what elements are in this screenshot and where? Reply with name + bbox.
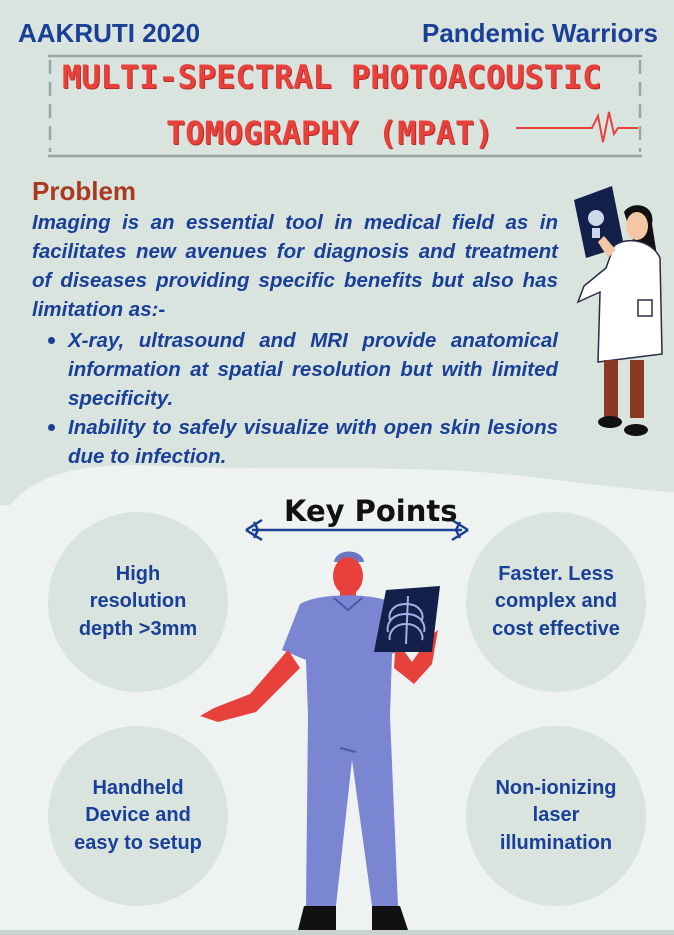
title-line-2: TOMOGRAPHY (MPAT)	[166, 114, 494, 152]
bullet-item: Inability to safely visualize with open skin lesions due to infection.	[46, 413, 558, 471]
key-point-text: Handheld Device and easy to setup	[74, 776, 202, 854]
key-point-text: Faster. Less complex and cost effective	[492, 562, 620, 640]
key-points-title: Key Points	[284, 494, 458, 528]
key-point-text: Non-ionizing laser illumination	[495, 776, 617, 854]
key-point-text: High resolution depth >3mm	[78, 562, 198, 640]
team-name: Pandemic Warriors	[421, 18, 658, 48]
event-name: AAKRUTI 2020	[18, 18, 201, 48]
bullet-item: X-ray, ultrasound and MRI provide anatomical information at spatial resolution but with limited specificity.	[46, 326, 558, 413]
problem-heading: Problem	[32, 176, 137, 206]
problem-text: Imaging is an essential tool in medical field as in facilitates new avenues for diagnosis and treatment of diseases providing specific benefits but also has limitation as:-	[32, 211, 558, 321]
ribcage-xray-icon	[374, 586, 440, 652]
title-line-1: MULTI-SPECTRAL PHOTOACOUSTIC	[62, 58, 602, 96]
